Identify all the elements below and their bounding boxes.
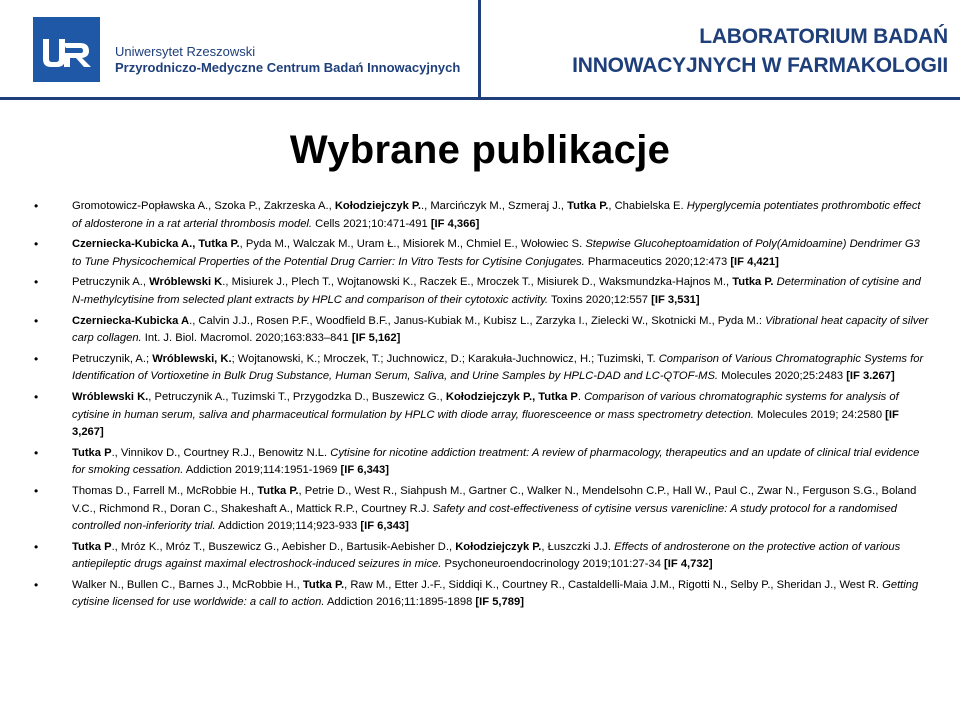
bullet-icon: • <box>34 483 39 498</box>
header-divider <box>478 0 481 100</box>
university-name-line1: Uniwersytet Rzeszowski <box>115 44 256 59</box>
bullet-icon: • <box>34 237 39 252</box>
citation-text: Addiction 2019;114:1951-1969 <box>183 464 341 477</box>
publication-list <box>0 198 960 615</box>
citation-text: Petruczynik A., <box>72 276 150 289</box>
article-title: Determination of cytisine and N-methylcytisine from selected plant extracts by HPLC and comparison of their cytotoxic activity. <box>72 276 921 306</box>
bold-text: [IF 6,343] <box>360 520 409 533</box>
publication-item <box>0 274 960 309</box>
bold-text: [IF 5,789] <box>475 596 524 609</box>
publication-item <box>0 539 960 574</box>
bullet-icon: • <box>34 351 39 366</box>
citation-text: Psychoneuroendocrinology 2019;101:27-34 <box>441 558 665 571</box>
bold-text: Tutka P. <box>567 200 609 212</box>
citation-text: Int. J. Biol. Macromol. 2020;163:833–841 <box>141 332 352 345</box>
citation-text: Toxins 2020;12:557 <box>548 293 652 306</box>
ur-logo-icon <box>33 17 100 82</box>
bullet-icon: • <box>34 577 39 592</box>
citation-text: Petruczynik, A.; <box>72 352 153 365</box>
lab-title-line2: INNOWACYJNYCH W FARMAKOLOGII <box>572 54 948 77</box>
bold-text: Kołodziejczyk P., Tutka P <box>445 390 578 403</box>
bullet-icon: • <box>34 275 39 290</box>
publication-item <box>0 577 960 612</box>
bold-text: Tutka P <box>72 540 112 553</box>
article-title: Cytisine for nicotine addiction treatment: A review of pharmacology, therapeutics and an update of clinical trial evidence for smoking cessation. <box>72 446 920 477</box>
bullet-icon: • <box>34 313 39 328</box>
university-name <box>115 44 460 76</box>
bold-text: Wróblewski, K. <box>152 352 232 365</box>
header <box>0 0 960 100</box>
citation-text: , Pyda M., Walczak M., Uram Ł., Misiorek M., Chmiel E., Wołowiec S. <box>239 238 586 251</box>
citation-text: , Raw M., Etter J.-F., Siddiqi K., Courtney R., Castaldelli-Maia J.M., Rigotti N., Selby P., Sheridan J., West R. <box>344 578 883 591</box>
publication-item <box>0 445 960 480</box>
citation-text: ., Calvin J.J., Rosen P.F., Woodfield B.F., Janus-Kubiak M., Kubisz L., Zarzyka I., Zielecki W., Skotnicki M., Pyda M.: <box>189 314 766 327</box>
bold-text: [IF 4,421] <box>730 255 779 268</box>
publication-item <box>0 483 960 536</box>
citation-text: Gromotowicz-Popławska A., Szoka P., Zakrzeska A., <box>72 200 335 212</box>
page-title: Wybrane publikacje <box>289 128 671 172</box>
bold-text: Tutka P. <box>257 484 299 497</box>
citation-text: , Łuszczki J.J. <box>541 540 615 553</box>
bold-text: [IF 5,162] <box>351 332 401 345</box>
article-title: Hyperglycemia potentiates prothrombotic effect of aldosterone in a rat arterial thrombosis model. <box>72 200 921 230</box>
bold-text: [IF 3,531] <box>651 293 700 306</box>
bullet-icon: • <box>34 445 39 460</box>
article-title: Stepwise Glucoheptoamidation of Poly(Amidoamine) Dendrimer G3 to Tune Physicochemical Properties of the Potential Drug Carrier: In Vitro Tests for Cytisine Conjugates. <box>72 238 920 268</box>
publication-item <box>0 389 960 442</box>
citation-text: , Petrie D., West R., Siahpush M., Gartner C., Walker N., Mendelsohn C.P., Hall W., Paul C., Zwar N., Ferguson S.G., Boland V.C., Richmond R., Doran C., Shakeshaft A., Mattick R.P., Courtney R.J. <box>72 484 917 515</box>
citation-text: ., Vinnikov D., Courtney R.J., Benowitz N.L. <box>111 446 331 459</box>
university-name-line2: Przyrodniczo-Medyczne Centrum Badań Innowacyjnych <box>115 60 461 75</box>
publication-item <box>0 351 960 386</box>
bold-text: Kołodziejczyk P. <box>334 200 422 212</box>
article-title: Effects of androsterone on the protective action of various antiepileptic drugs against maximal electroshock-induced seizures in mice. <box>72 540 901 571</box>
bold-text: [IF 4,732] <box>664 558 713 571</box>
article-title: Getting cytisine licensed for use worldwide: a call to action. <box>72 578 919 609</box>
citation-text: ., Marcińczyk M., Szmeraj J., <box>421 200 568 212</box>
article-title: Comparison of Various Chromatographic Systems for Identification of Vortioxetine in Bulk Drug Substance, Human Serum, Saliva, and Urine Samples by HPLC-DAD and LC-QTOF-MS. <box>72 352 924 383</box>
article-title: Comparison of various chromatographic systems for analysis of cytisine in human serum, saliva and pharmaceutical formulation by HPLC with diode array, fluoresceence or mass spectrometry detection. <box>72 390 899 421</box>
publication-item <box>0 236 960 271</box>
citation-text: . <box>577 390 585 403</box>
bold-text: Tutka P <box>72 446 112 459</box>
publication-item <box>0 313 960 348</box>
university-logo[interactable] <box>33 17 100 82</box>
publication-item <box>0 198 960 233</box>
bold-text: [IF 6,343] <box>340 464 389 477</box>
bullet-icon: • <box>34 539 39 554</box>
citation-text: Pharmaceutics 2020;12:473 <box>584 255 731 268</box>
citation-text: Cells 2021;10:471-491 <box>312 217 431 230</box>
citation-text: Thomas D., Farrell M., McRobbie H., <box>72 484 258 497</box>
bold-text: [IF 3.267] <box>846 370 895 383</box>
bold-text: Wróblewski K. <box>72 390 149 403</box>
article-title: Vibrational heat capacity of silver carp collagen. <box>72 314 929 345</box>
citation-text: , Petruczynik A., Tuzimski T., Przygodzka D., Buszewicz G., <box>148 390 446 403</box>
bold-text: [IF 4,366] <box>430 217 480 230</box>
citation-text: ., Misiurek J., Plech T., Wojtanowski K., Raczek E., Mroczek T., Misiurek D., Waksmundzka-Hajnos M., <box>222 276 733 289</box>
citation-text: Addiction 2019;114;923-933 <box>215 520 361 533</box>
citation-text: Molecules 2020;25:2483 <box>718 370 847 383</box>
bold-text: Tutka P. <box>302 578 345 591</box>
bold-text: Tutka P. <box>732 276 774 289</box>
citation-text: , Chabielska E. <box>608 200 687 212</box>
lab-title <box>572 22 948 80</box>
citation-text: Addiction 2016;11:1895-1898 <box>324 596 476 609</box>
bold-text: Wróblewski K <box>149 276 223 289</box>
bullet-icon: • <box>34 199 39 213</box>
bold-text: Czerniecka-Kubicka A., Tutka P. <box>72 238 240 251</box>
article-title: Safety and cost-effectiveness of cytisine versus varenicline: A study protocol for a randomised controlled non-inferiority trial. <box>72 502 897 533</box>
bullet-icon: • <box>34 389 39 404</box>
citation-text: ; Wojtanowski, K.; Mroczek, T.; Juchnowicz, D.; Karakuła-Juchnowicz, H.; Tuzimski, T. <box>231 352 659 365</box>
lab-title-line1: LABORATORIUM BADAŃ <box>699 25 948 48</box>
citation-text: Walker N., Bullen C., Barnes J., McRobbie H., <box>72 578 303 591</box>
citation-text: ., Mróz K., Mróz T., Buszewicz G., Aebisher D., Bartusik-Aebisher D., <box>111 540 456 553</box>
bold-text: Kołodziejczyk P. <box>455 540 542 553</box>
header-rule <box>0 97 960 100</box>
bold-text: [IF 3,267] <box>72 408 899 439</box>
bold-text: Czerniecka-Kubicka A <box>72 314 190 327</box>
citation-text: Molecules 2019; 24:2580 <box>753 408 886 421</box>
